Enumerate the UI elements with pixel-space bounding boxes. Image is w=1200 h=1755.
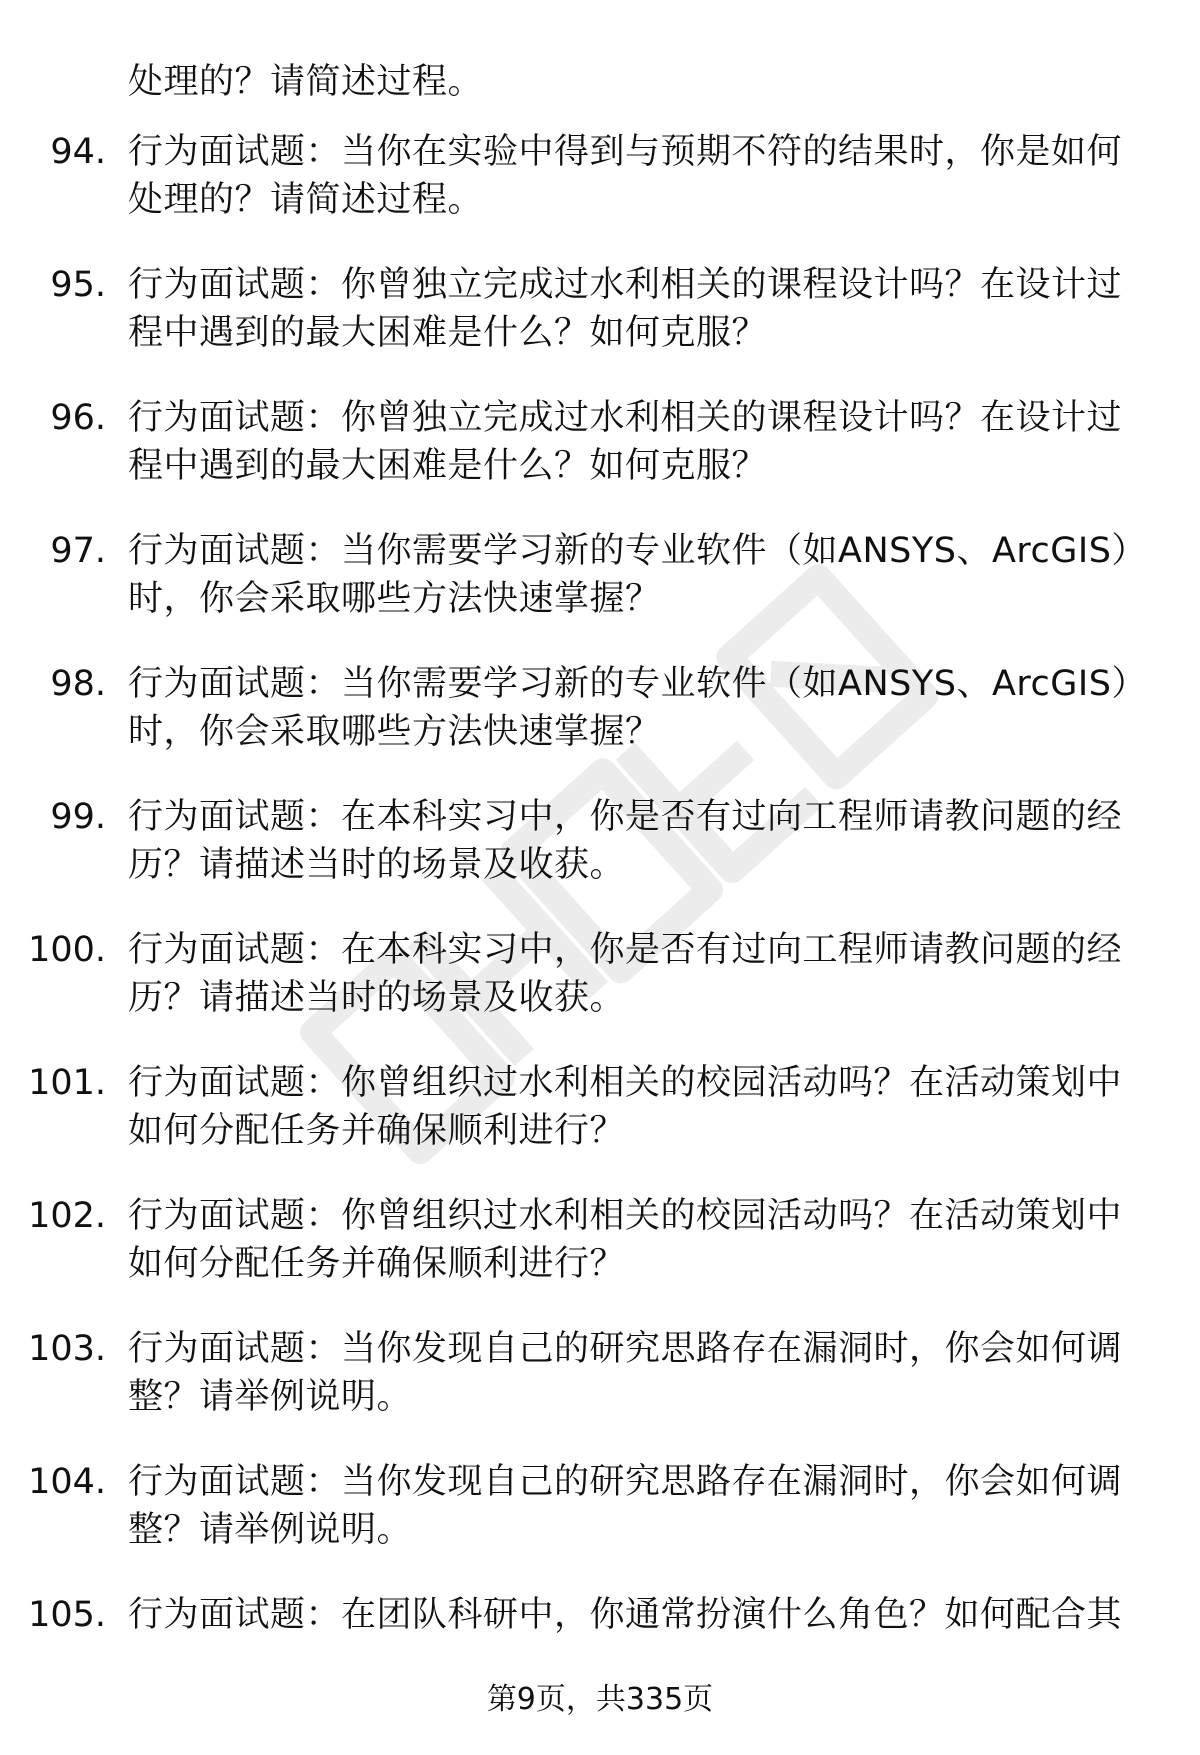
question-item <box>0 1458 1200 1591</box>
text-line: 行为面试题：你曾独立完成过水利相关的课程设计吗？在设计过 <box>128 265 1123 305</box>
text-line: 时，你会采取哪些方法快速掌握？ <box>128 579 661 619</box>
question-item <box>0 527 1200 660</box>
question-number: 101. <box>28 1063 106 1103</box>
text-line: 行为面试题：你曾组织过水利相关的校园活动吗？在活动策划中 <box>128 1196 1123 1236</box>
question-item <box>0 926 1200 1059</box>
text-line: 行为面试题：在本科实习中，你是否有过向工程师请教问题的经 <box>128 797 1123 837</box>
text-line: 程中遇到的最大困难是什么？如何克服？ <box>128 313 768 353</box>
question-item <box>0 660 1200 793</box>
text-line: 行为面试题：当你需要学习新的专业软件（如ANSYS、ArcGIS） <box>128 664 1147 704</box>
question-number: 105. <box>28 1595 106 1635</box>
question-text <box>128 793 1138 889</box>
text-line: 行为面试题：你曾组织过水利相关的校园活动吗？在活动策划中 <box>128 1063 1123 1103</box>
question-item <box>0 261 1200 394</box>
text-line: 整？请举例说明。 <box>128 1510 413 1550</box>
question-text <box>128 261 1138 357</box>
question-number: 102. <box>28 1196 106 1236</box>
text-line: 行为面试题：在团队科研中，你通常扮演什么角色？如何配合其 <box>128 1595 1123 1635</box>
question-number: 104. <box>28 1462 106 1502</box>
text-line: 历？请描述当时的场景及收获。 <box>128 978 626 1018</box>
text-line: 行为面试题：在本科实习中，你是否有过向工程师请教问题的经 <box>128 930 1123 970</box>
question-item <box>0 1325 1200 1458</box>
page-footer <box>0 1680 1200 1720</box>
continuation-item <box>0 58 1200 128</box>
text-line: 整？请举例说明。 <box>128 1377 413 1417</box>
text-line: 处理的？请简述过程。 <box>128 62 484 102</box>
question-text <box>128 1591 1138 1639</box>
text-line: 行为面试题：当你需要学习新的专业软件（如ANSYS、ArcGIS） <box>128 531 1147 571</box>
question-number: 96. <box>50 398 106 438</box>
question-text <box>128 527 1147 623</box>
question-number: 97. <box>50 531 106 571</box>
question-number: 98. <box>50 664 106 704</box>
question-number: 100. <box>28 930 106 970</box>
text-line: 历？请描述当时的场景及收获。 <box>128 845 626 885</box>
text-line: 处理的？请简述过程。 <box>128 180 484 220</box>
text-line: 行为面试题：你曾独立完成过水利相关的课程设计吗？在设计过 <box>128 398 1123 438</box>
text-line: 时，你会采取哪些方法快速掌握？ <box>128 712 661 752</box>
question-text <box>128 1192 1138 1288</box>
text-line: 程中遇到的最大困难是什么？如何克服？ <box>128 446 768 486</box>
question-text <box>128 1059 1138 1155</box>
continuation-text <box>128 58 1138 106</box>
question-text <box>128 660 1147 756</box>
question-number: 103. <box>28 1329 106 1369</box>
question-item <box>0 1192 1200 1325</box>
question-text <box>128 1325 1138 1421</box>
text-line: 行为面试题：当你在实验中得到与预期不符的结果时，你是如何 <box>128 132 1123 172</box>
question-text <box>128 394 1138 490</box>
question-number: 99. <box>50 797 106 837</box>
question-item <box>0 793 1200 926</box>
question-item <box>0 394 1200 527</box>
question-text <box>128 128 1138 224</box>
question-item <box>0 1059 1200 1192</box>
question-number: 94. <box>50 132 106 172</box>
question-item <box>0 128 1200 261</box>
text-line: 如何分配任务并确保顺利进行？ <box>128 1111 626 1151</box>
page-number-label: 第9页，共335页 <box>486 1682 714 1717</box>
question-list <box>0 58 1200 1724</box>
question-text <box>128 926 1138 1022</box>
text-line: 行为面试题：当你发现自己的研究思路存在漏洞时，你会如何调 <box>128 1462 1123 1502</box>
question-number: 95. <box>50 265 106 305</box>
text-line: 行为面试题：当你发现自己的研究思路存在漏洞时，你会如何调 <box>128 1329 1123 1369</box>
question-text <box>128 1458 1138 1554</box>
text-line: 如何分配任务并确保顺利进行？ <box>128 1244 626 1284</box>
